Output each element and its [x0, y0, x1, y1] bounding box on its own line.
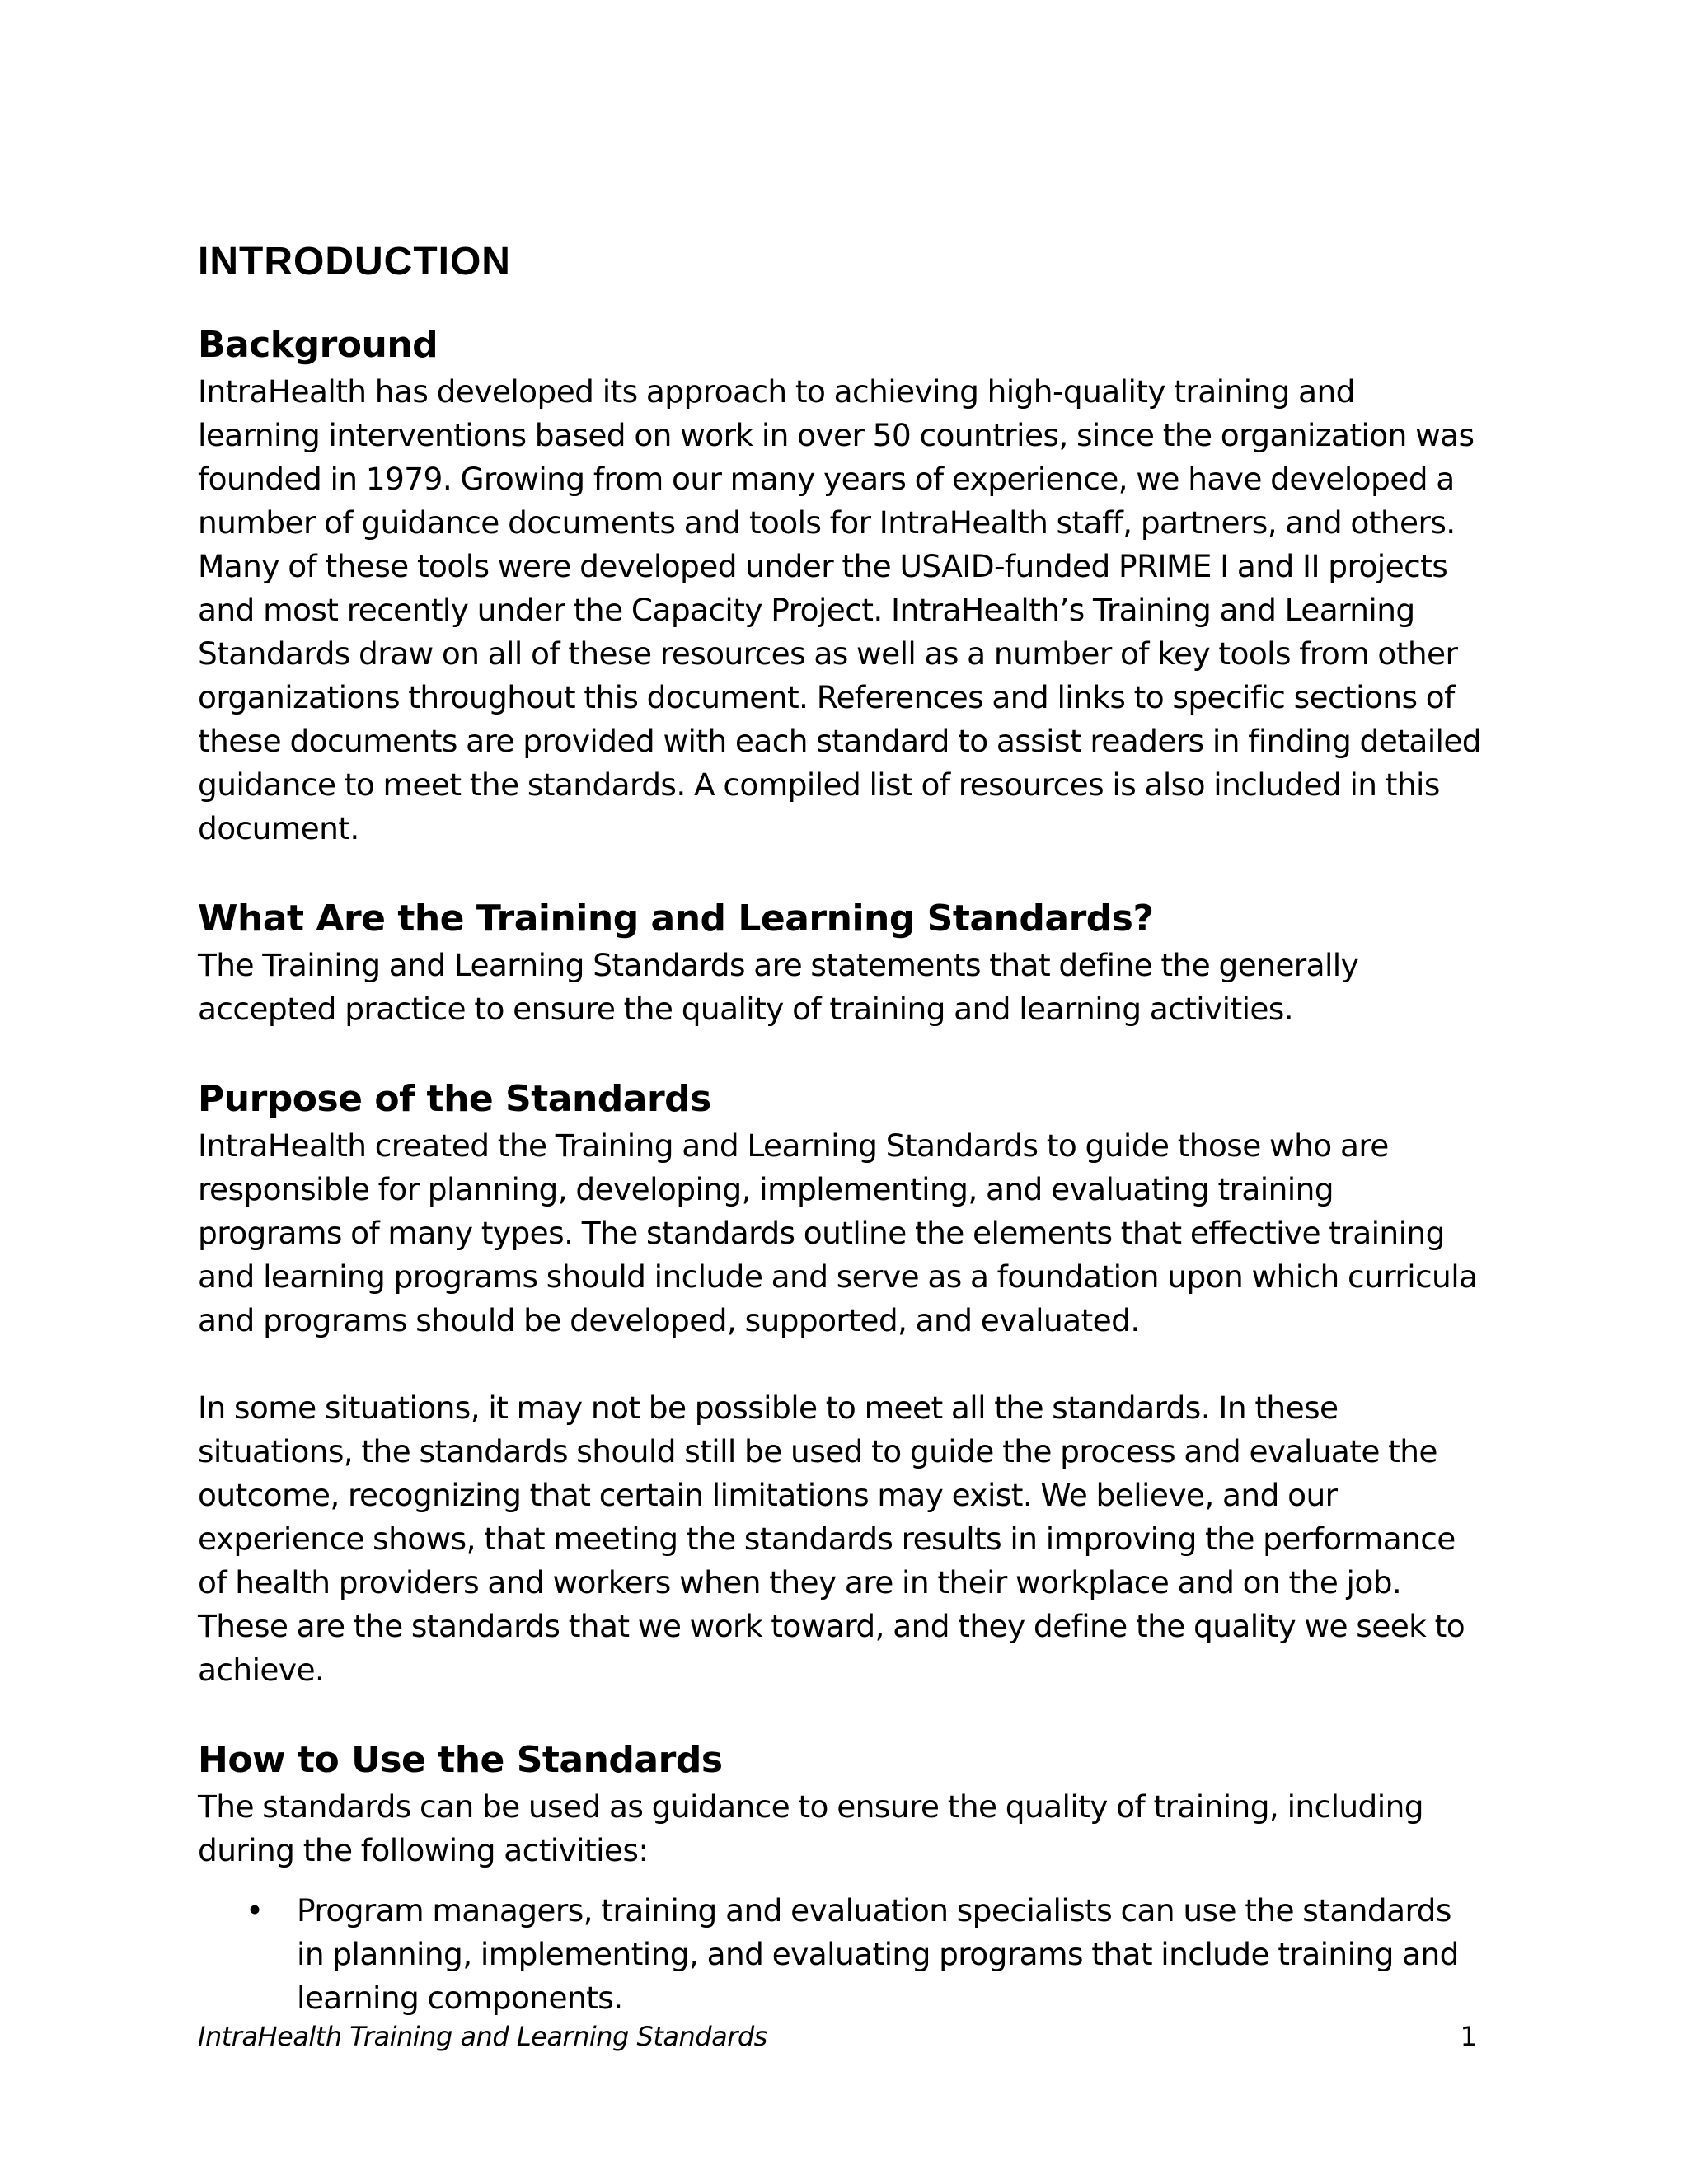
list-item-text: Program managers, training and evaluation specialists can use the standards in planning, implementing, and evaluating programs that include training and learning components. [297, 1892, 1459, 2016]
section-paragraph: IntraHealth created the Training and Learning Standards to guide those who are responsible for planning, developing, implementing, and evaluating training programs of many types. The standards outline the elements that effective training and learning programs should include and serve as a foundation upon which curricula and programs should be developed, supported, and evaluated. [198, 1127, 1478, 1338]
section-paragraph: IntraHealth has developed its approach to achieving high-quality training and learning interventions based on work in over 50 countries, since the organization was founded in 1979. Growing from our many years of experience, we have developed a number of guidance documents and tools for IntraHealth staff, partners, and others. Many of these tools were developed under the USAID-funded PRIME I and II projects and most recently under the Capacity Project. IntraHealth’s Training and Learning Standards draw on all of these resources as well as a number of key tools from other organizations throughout this document. References and links to specific sections of these documents are provided with each standard to assist readers in finding detailed guidance to meet the standards. A compiled list of resources is also included in this document. [198, 373, 1482, 846]
page-number: 1 [1460, 2021, 1477, 2052]
section-paragraph: In some situations, it may not be possible to meet all the standards. In these situations, the standards should still be used to guide the process and evaluate the outcome, recognizing that certain limitations may exist. We believe, and our experience shows, that meeting the standards results in improving the performance of health providers and workers when they are in their workplace and on the job. These are the standards that we work toward, and they define the quality we seek to achieve. [198, 1390, 1465, 1688]
section-heading: How to Use the Standards [198, 1739, 723, 1781]
section-background [198, 321, 1484, 851]
section-how-to-use [198, 1736, 1484, 2020]
section-heading: What Are the Training and Learning Standards? [198, 898, 1154, 940]
footer-title: IntraHealth Training and Learning Standards [198, 2021, 767, 2052]
section-purpose [198, 1075, 1484, 1692]
list-item [198, 1889, 1484, 2020]
section-paragraph: The Training and Learning Standards are statements that define the generally accepted practice to ensure the quality of training and learning activities. [198, 947, 1359, 1027]
section-paragraph: The standards can be used as guidance to ensure the quality of training, including during the following activities: [198, 1788, 1423, 1868]
bullet-list [198, 1889, 1484, 2020]
bullet-icon: • [246, 1892, 264, 1929]
document-page [198, 239, 1484, 2064]
section-what-are-standards [198, 894, 1484, 1031]
page-title-text: INTRODUCTION [198, 240, 511, 284]
section-heading: Purpose of the Standards [198, 1078, 711, 1120]
section-heading: Background [198, 324, 438, 366]
page-title [198, 239, 1484, 284]
